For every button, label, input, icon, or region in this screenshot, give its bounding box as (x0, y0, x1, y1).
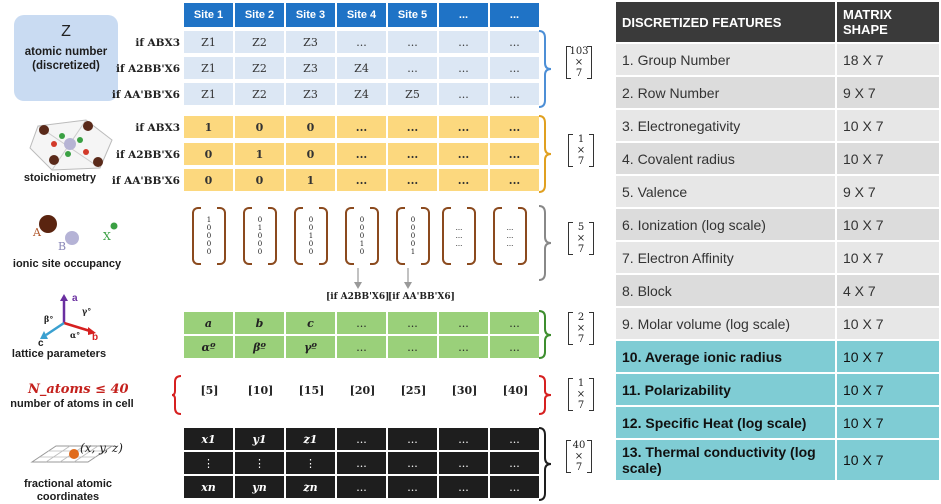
table-row (616, 44, 941, 75)
annotation-a2bbx6: [if A2BB'X6] (326, 292, 390, 302)
angle-label-alpha: α° (70, 330, 81, 340)
row-label-abx3: if ABX3 (135, 37, 180, 49)
vector-entry: 0 (308, 240, 314, 248)
lattice-parameters-label: lattice parameters (11, 348, 107, 360)
shape-cols: 7 (577, 400, 585, 411)
matrix-cell: Z2 (235, 31, 284, 53)
shape-times: × (576, 145, 586, 156)
vector-entry: 0 (359, 232, 365, 240)
matrix-cell: Z4 (337, 57, 386, 79)
lattice-brace (538, 310, 552, 360)
matrix-cell: αº (184, 336, 233, 358)
matrix-cell: 0 (286, 143, 335, 165)
shape-rows: 2 (577, 312, 585, 323)
table-row-highlighted (616, 440, 941, 480)
matrix-cell: ... (439, 312, 488, 334)
vector-entry: 0 (359, 216, 365, 224)
vector-entry: 0 (308, 216, 314, 224)
matrix-cell: Z5 (388, 83, 437, 105)
table-row (616, 176, 941, 207)
atoms-value: [40] (502, 384, 529, 397)
matrix-cell: ... (439, 428, 488, 450)
atoms-value: [30] (451, 384, 478, 397)
feature-name: 9. Molar volume (log scale) (616, 308, 837, 339)
site-header: Site 4 (337, 3, 386, 27)
matrix-cell: 0 (235, 169, 284, 191)
vector-entry: 0 (257, 232, 263, 240)
matrix-cell: ... (439, 57, 488, 79)
stoichiometry-row (184, 143, 541, 165)
matrix-cell: ... (439, 83, 488, 105)
matrix-cell: ... (337, 116, 386, 138)
matrix-cell: ... (388, 116, 437, 138)
vector-entry: 0 (206, 224, 212, 232)
matrix-cell: ... (388, 336, 437, 358)
vector-entry: 1 (359, 240, 365, 248)
matrix-cell: y1 (235, 428, 284, 450)
matrix-cell: ... (337, 476, 386, 498)
atom-label-a: A (33, 226, 41, 239)
shape-times: × (576, 389, 586, 400)
matrix-cell: Z1 (184, 83, 233, 105)
matrix-cell: 0 (235, 116, 284, 138)
shape-rows: 1 (577, 378, 585, 389)
vector-entry: 0 (206, 248, 212, 256)
matrix-cell: 0 (184, 143, 233, 165)
ionic-site-occupancy-label: ionic site occupancy (12, 258, 122, 270)
matrix-cell: 1 (184, 116, 233, 138)
angle-label-gamma: γ° (82, 306, 92, 316)
matrix-cell: ... (388, 57, 437, 79)
shape-rows: 103 (569, 46, 589, 57)
table-row (616, 143, 941, 174)
vector-entry: 1 (257, 224, 263, 232)
matrix-cell: ... (388, 143, 437, 165)
feature-name: 8. Block (616, 275, 837, 306)
matrix-shape: 10 X 7 (837, 143, 941, 174)
fractional-coordinates-label: fractional atomic coordinates (23, 478, 113, 503)
table-row (616, 242, 941, 273)
matrix-cell: ... (490, 57, 539, 79)
stoichiometry-shape (568, 134, 594, 167)
matrix-cell: z1 (286, 428, 335, 450)
atoms-value: [10] (247, 384, 274, 397)
coordinates-row (184, 428, 541, 450)
feature-name: 3. Electronegativity (616, 110, 837, 141)
shape-times: × (576, 233, 586, 244)
feature-name: 10. Average ionic radius (616, 341, 837, 372)
shape-rows: 5 (577, 222, 585, 233)
matrix-shape: 10 X 7 (837, 440, 941, 480)
matrix-cell: Z4 (337, 83, 386, 105)
atomic-number-symbol: Z (61, 23, 71, 40)
matrix-cell: ... (490, 452, 539, 474)
matrix-cell: 0 (286, 116, 335, 138)
axis-label-b: b (92, 332, 99, 343)
coordinates-row (184, 476, 541, 498)
matrix-cell: ... (388, 31, 437, 53)
occupancy-vector (396, 207, 430, 265)
vector-entry: 0 (308, 224, 314, 232)
matrix-cell: ... (439, 452, 488, 474)
site-header: Site 2 (235, 3, 284, 27)
atoms-constraint: N_atoms ≤ 40 (28, 382, 129, 397)
matrix-cell: ... (439, 476, 488, 498)
matrix-cell: Z1 (184, 31, 233, 53)
matrix-shape: 10 X 7 (837, 374, 941, 405)
matrix-cell: Z2 (235, 57, 284, 79)
occupancy-vector (493, 207, 527, 265)
lattice-row (184, 312, 541, 334)
matrix-shape: 9 X 7 (837, 176, 941, 207)
feature-name: 4. Covalent radius (616, 143, 837, 174)
shape-cols: 7 (577, 244, 585, 255)
table-row (616, 275, 941, 306)
matrix-cell: c (286, 312, 335, 334)
shape-times: × (574, 57, 584, 68)
vector-entry: ... (506, 240, 514, 248)
matrix-cell: b (235, 312, 284, 334)
shape-cols: 7 (575, 462, 583, 473)
table-header-row (616, 2, 941, 42)
atoms-values-row (184, 384, 541, 397)
vector-entry: 0 (257, 216, 263, 224)
site-header-row (184, 3, 541, 27)
occupancy-vector (243, 207, 277, 265)
matrix-cell: ... (337, 31, 386, 53)
vector-entry: 1 (308, 232, 314, 240)
matrix-cell: 1 (235, 143, 284, 165)
matrix-cell: Z3 (286, 83, 335, 105)
feature-name: 2. Row Number (616, 77, 837, 108)
atoms-shape (568, 378, 594, 411)
table-row (616, 209, 941, 240)
matrix-cell: 0 (184, 169, 233, 191)
atoms-left-brace (172, 375, 182, 415)
lattice-row (184, 336, 541, 358)
matrix-cell: ... (388, 169, 437, 191)
feature-name: 11. Polarizability (616, 374, 837, 405)
atoms-right-brace (538, 375, 552, 415)
occupancy-arrows (352, 268, 422, 290)
stoichiometry-label: stoichiometry (23, 172, 97, 184)
site-header: ... (439, 3, 488, 27)
site-header: Site 1 (184, 3, 233, 27)
feature-name: 6. Ionization (log scale) (616, 209, 837, 240)
atom-label-x: X (103, 230, 111, 243)
matrix-cell: ... (337, 143, 386, 165)
matrix-cell: γº (286, 336, 335, 358)
shape-cols: 7 (575, 68, 583, 79)
matrix-cell: yn (235, 476, 284, 498)
atoms-value: [5] (200, 384, 219, 397)
vector-entry: 0 (206, 232, 212, 240)
vector-entry: 0 (410, 224, 416, 232)
row-label-aabbx6: if AA'BB'X6 (111, 175, 180, 187)
feature-name: 12. Specific Heat (log scale) (616, 407, 837, 438)
matrix-cell: a (184, 312, 233, 334)
feature-name: 5. Valence (616, 176, 837, 207)
matrix-shape: 10 X 7 (837, 209, 941, 240)
stoichiometry-row (184, 116, 541, 138)
atomic-number-brace (538, 30, 552, 108)
matrix-cell: ... (337, 428, 386, 450)
shape-times: × (574, 451, 584, 462)
matrix-cell: zn (286, 476, 335, 498)
atomic-number-row (184, 31, 541, 53)
vector-entry: ... (506, 232, 514, 240)
matrix-cell: ... (490, 336, 539, 358)
vector-entry: 0 (257, 248, 263, 256)
vector-entry: 0 (410, 240, 416, 248)
lattice-shape (568, 312, 594, 345)
matrix-cell: ... (490, 476, 539, 498)
vector-entry: 1 (206, 216, 212, 224)
row-label-aabbx6: if AA'BB'X6 (111, 89, 180, 101)
column-header-shape: MATRIX SHAPE (837, 2, 941, 42)
row-label-a2bbx6: if A2BB'X6 (115, 149, 180, 161)
point-label: (x, y, z) (80, 441, 123, 455)
site-header: Site 5 (388, 3, 437, 27)
stoichiometry-row (184, 169, 541, 191)
occupancy-brace (538, 205, 552, 281)
matrix-cell: ... (439, 31, 488, 53)
matrix-cell: ... (490, 83, 539, 105)
matrix-cell: ... (490, 31, 539, 53)
coordinates-brace (538, 427, 552, 501)
matrix-cell: ... (337, 169, 386, 191)
coordinates-shape (566, 440, 592, 473)
matrix-cell: ... (337, 452, 386, 474)
matrix-shape: 10 X 7 (837, 341, 941, 372)
atoms-value: [25] (400, 384, 427, 397)
matrix-cell: Z2 (235, 83, 284, 105)
occupancy-vector (294, 207, 328, 265)
vector-entry: 0 (308, 248, 314, 256)
shape-rows: 40 (572, 440, 586, 451)
occupancy-shape (568, 222, 594, 255)
vector-entry: 0 (206, 240, 212, 248)
occupancy-vector (345, 207, 379, 265)
vector-entry: 0 (410, 232, 416, 240)
table-row-highlighted (616, 341, 941, 372)
matrix-cell: ... (439, 169, 488, 191)
vector-entry: 1 (410, 248, 416, 256)
table-row (616, 308, 941, 339)
vector-entry: ... (455, 224, 463, 232)
matrix-cell: ... (439, 143, 488, 165)
matrix-cell: x1 (184, 428, 233, 450)
coordinates-row (184, 452, 541, 474)
axis-label-a: a (72, 293, 78, 304)
table-row-highlighted (616, 407, 941, 438)
matrix-cell: ... (388, 476, 437, 498)
row-label-a2bbx6: if A2BB'X6 (115, 63, 180, 75)
matrix-cell: βº (235, 336, 284, 358)
shape-cols: 7 (577, 334, 585, 345)
table-row-highlighted (616, 374, 941, 405)
atomic-number-row (184, 83, 541, 105)
vector-entry: 0 (257, 240, 263, 248)
matrix-cell: ... (337, 312, 386, 334)
matrix-cell: xn (184, 476, 233, 498)
vector-entry: ... (506, 224, 514, 232)
vector-entry: 0 (359, 224, 365, 232)
row-label-abx3: if ABX3 (135, 122, 180, 134)
feature-name: 7. Electron Affinity (616, 242, 837, 273)
matrix-shape: 10 X 7 (837, 110, 941, 141)
matrix-cell: ... (337, 336, 386, 358)
matrix-cell: Z1 (184, 57, 233, 79)
matrix-cell: ⋮ (286, 452, 335, 474)
matrix-cell: ⋮ (235, 452, 284, 474)
matrix-cell: 1 (286, 169, 335, 191)
atomic-number-label: atomic number (discretized) (24, 46, 108, 72)
matrix-cell: ... (439, 336, 488, 358)
stoichiometry-brace (538, 115, 552, 193)
matrix-shape: 18 X 7 (837, 44, 941, 75)
column-header-features: DISCRETIZED FEATURES (616, 2, 837, 42)
atomic-number-row (184, 57, 541, 79)
unit-cell-icon (28, 432, 126, 478)
matrix-cell: Z3 (286, 57, 335, 79)
vector-entry: ... (455, 232, 463, 240)
feature-name: 1. Group Number (616, 44, 837, 75)
atoms-value: [15] (298, 384, 325, 397)
discretized-features-table (616, 0, 941, 482)
matrix-shape: 10 X 7 (837, 242, 941, 273)
matrix-cell: ... (490, 428, 539, 450)
matrix-shape: 10 X 7 (837, 407, 941, 438)
matrix-cell: ... (490, 312, 539, 334)
occupancy-vector (192, 207, 226, 265)
matrix-cell: ... (388, 452, 437, 474)
matrix-cell: ... (490, 169, 539, 191)
feature-name: 13. Thermal conductivity (log scale) (616, 440, 837, 480)
matrix-shape: 9 X 7 (837, 77, 941, 108)
angle-label-beta: β° (44, 314, 54, 324)
occupancy-vector (442, 207, 476, 265)
annotation-aabbx6: [if AA'BB'X6] (388, 292, 455, 302)
matrix-shape: 4 X 7 (837, 275, 941, 306)
table-row (616, 110, 941, 141)
matrix-cell: ⋮ (184, 452, 233, 474)
site-header: Site 3 (286, 3, 335, 27)
site-header: ... (490, 3, 539, 27)
matrix-cell: ... (388, 428, 437, 450)
matrix-cell: ... (490, 143, 539, 165)
axis-label-c: c (38, 338, 44, 349)
matrix-shape: 10 X 7 (837, 308, 941, 339)
matrix-cell: ... (439, 116, 488, 138)
vector-entry: 0 (410, 216, 416, 224)
shape-cols: 7 (577, 156, 585, 167)
atoms-value: [20] (349, 384, 376, 397)
shape-rows: 1 (577, 134, 585, 145)
table-row (616, 77, 941, 108)
number-of-atoms-label: number of atoms in cell (10, 398, 134, 410)
atom-label-b: B (58, 240, 67, 253)
vector-entry: ... (455, 240, 463, 248)
matrix-cell: Z3 (286, 31, 335, 53)
shape-times: × (576, 323, 586, 334)
atomic-number-shape (566, 46, 592, 79)
matrix-cell: ... (490, 116, 539, 138)
vector-entry: 0 (359, 248, 365, 256)
matrix-cell: ... (388, 312, 437, 334)
